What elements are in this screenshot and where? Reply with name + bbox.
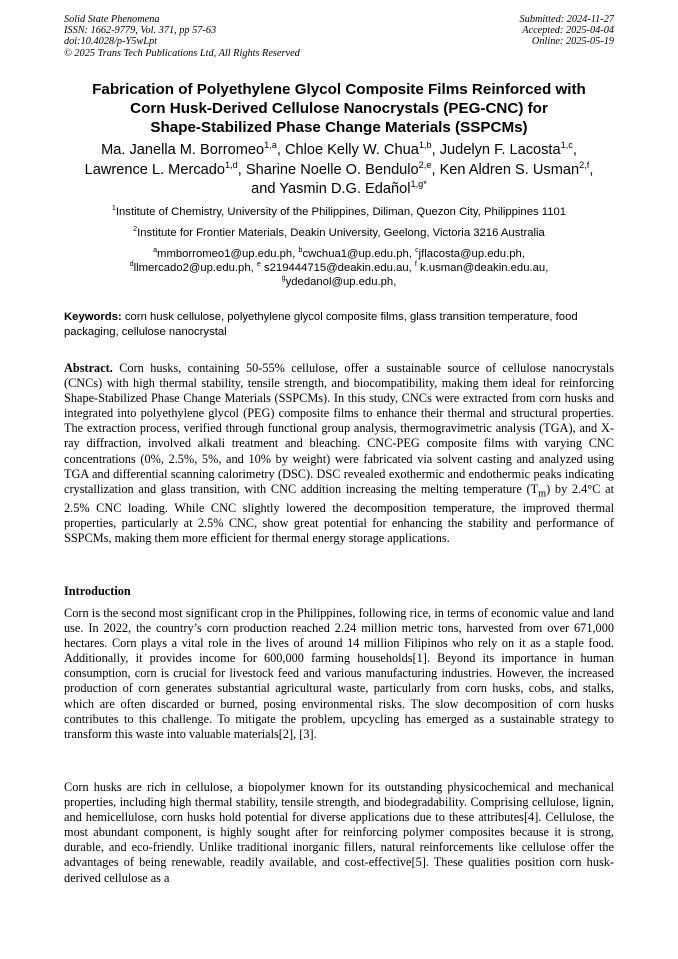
author-separator: , — [431, 142, 440, 158]
accepted-date: Accepted: 2025-04-04 — [522, 25, 614, 37]
affiliation-text: Institute for Frontier Materials, Deakin University, Geelong, Victoria 3216 Australia — [137, 227, 545, 239]
author-name: Chloe Kelly W. Chua — [284, 142, 419, 158]
author-separator: , — [431, 161, 440, 178]
keywords-label: Keywords: — [64, 311, 122, 323]
author-affil-mark: 1,c — [560, 140, 573, 151]
affiliation-number: 2 — [133, 225, 138, 234]
email-link[interactable]: mmborromeo1@up.edu.ph, — [157, 248, 299, 260]
author-separator: , — [237, 161, 246, 178]
author-affil-mark: 2,f — [579, 159, 590, 170]
title-line: Shape-Stabilized Phase Change Materials (SSPCMs) — [150, 119, 528, 136]
abstract-subscript: m — [538, 488, 547, 500]
email-mark: c — [415, 246, 419, 255]
email-mark: b — [298, 246, 303, 255]
author-name: Ken Aldren S. Usman — [439, 161, 580, 178]
journal-name: Solid State Phenomena — [64, 14, 160, 25]
author-affil-mark: 1,a — [264, 140, 277, 151]
email-link[interactable]: llmercado2@up.edu.ph, — [133, 262, 257, 274]
author-and: and — [251, 181, 280, 197]
paper-title — [60, 80, 618, 137]
section-heading-introduction: Introduction — [64, 584, 131, 598]
keywords — [64, 310, 614, 339]
author-separator: , — [572, 142, 577, 158]
author-separator: , — [589, 161, 594, 178]
abstract-text: ) by 2.4°C at 2.5% CNC loading. While CNC slightly lowered the decomposition temperature, the improved thermal properties, particularly at 2.5% CNC, show great potential for enhancing the stability and performance of SSPCMs, making them more efficient for thermal energy storage applications. — [64, 481, 614, 546]
title-line: Corn Husk-Derived Cellulose Nanocrystals (PEG-CNC) for — [130, 100, 548, 117]
copyright: © 2025 Trans Tech Publications Ltd, All Rights Reserved — [64, 47, 300, 59]
paragraph: Corn husks are rich in cellulose, a biopolymer known for its outstanding physicochemical and mechanical properties, including high thermal stability, tensile strength, and biodegradability. Comprising cellulose, lignin, and hemicellulose, corn husks hold potential for diverse applications due to these attributes[4]. Cellulose, the most abundant component, is highly sought after for reinforcing polymer composites because it is strong, durable, and eco-friendly. Unlike traditional inorganic fillers, natural reinforcements like cellulose offer the advantages of being renewable, readily available, and cost-effective[5]. These qualities position corn husk-derived cellulose as a — [64, 780, 614, 885]
author-line — [58, 180, 620, 200]
submitted-date: Submitted: 2024-11-27 — [519, 14, 614, 25]
abstract-text: Corn husks, containing 50-55% cellulose, offer a sustainable source of cellulose nanocrystals (CNCs) with high thermal stability, tensile strength, and biocompatibility, making them ideal for reinforcing Shape-Stabilized Phase Change Materials (SSPCMs). In this study, CNCs were extracted from corn husks and integrated into polyethylene glycol (PEG) composite films to enhance their thermal and structural properties. The extraction process, verified through functional group analysis, thermogravimetric analysis (TGA), and X-ray diffraction, involved alkali treatment and bleaching. CNC-PEG composite films with varying CNC concentrations (0%, 2.5%, 5%, and 10% by weight) were fabricated via solvent casting and analyzed using TGA and differential scanning calorimetry (DSC). DSC revealed exothermic and endothermic peaks indicating crystallization and glass transition, with CNC addition increasing the melting temperature (T — [64, 361, 614, 496]
email-mark: a — [153, 246, 158, 255]
journal-info — [64, 14, 300, 59]
title-line: Fabrication of Polyethylene Glycol Composite Films Reinforced with — [92, 81, 586, 98]
author-affil-mark: 1,g* — [410, 179, 427, 190]
affiliation-number: 1 — [111, 204, 116, 213]
email-link[interactable]: cwchua1@up.edu.ph, — [302, 248, 416, 260]
author-affil-mark: 1,b — [418, 140, 432, 151]
email-mark: f — [414, 260, 417, 269]
online-date: Online: 2025-05-19 — [531, 36, 614, 48]
author-affil-mark: 2,e — [418, 159, 432, 170]
affiliation — [60, 205, 618, 219]
author-name: Sharine Noelle O. Bendulo — [245, 161, 419, 178]
author-name: Ma. Janella M. Borromeo — [101, 142, 265, 158]
author-name: Judelyn F. Lacosta — [439, 142, 561, 158]
author-name: Lawrence L. Mercado — [84, 161, 225, 178]
email-link[interactable]: k.usman@deakin.edu.au, — [416, 262, 549, 274]
author-line — [58, 141, 620, 161]
email-link[interactable]: jflacosta@up.edu.ph, — [418, 248, 525, 260]
email-link[interactable]: s219444715@deakin.edu.au, — [260, 262, 415, 274]
author-line — [58, 161, 620, 181]
email-line — [60, 261, 618, 275]
email-mark: g — [281, 274, 286, 283]
author-name: Yasmin D.G. Edañol — [279, 181, 411, 197]
affiliation — [60, 226, 618, 240]
email-mark: d — [129, 260, 134, 269]
doi: doi:10.4028/p-Y5wLpt — [64, 36, 157, 48]
abstract-label: Abstract. — [64, 361, 113, 375]
email-line — [60, 275, 618, 289]
email-link[interactable]: ydedanol@up.edu.ph, — [285, 276, 397, 288]
email-line — [60, 247, 618, 261]
affiliation-text: Institute of Chemistry, University of the Philippines, Diliman, Quezon City, Philippines 1101 — [115, 206, 567, 218]
keywords-text: corn husk cellulose, polyethylene glycol composite films, glass transition temperature, food packaging, cellulose nanocrystal — [64, 311, 578, 338]
publication-dates — [520, 14, 614, 48]
author-separator: , — [276, 142, 285, 158]
author-list — [58, 141, 620, 200]
email-list — [60, 247, 618, 289]
author-affil-mark: 1,d — [224, 159, 238, 170]
email-mark: e — [256, 260, 261, 269]
abstract — [64, 361, 614, 547]
issn: ISSN: 1662-9779, Vol. 371, pp 57-63 — [64, 25, 217, 37]
paragraph: Corn is the second most significant crop in the Philippines, following rice, in terms of economic value and land use. In 2022, the country’s corn production reached 2.24 million metric tons, harvested from over 671,000 hectares. Corn plays a vital role in the lives of around 14 million Filipinos who rely on it as a staple food. Additionally, it provides income for 600,000 farming households[1]. Beyond its importance in human consumption, corn is crucial for livestock feed and various manufacturing industries. However, the increased production of corn generates substantial agricultural waste, particularly from corn husks, cobs, and stalks, which are often discarded or burned, posing environmental risks. The slow decomposition of corn husks contributes to this challenge. To mitigate the problem, upcycling has emerged as a sustainable strategy to transform this waste into valuable materials[2], [3]. — [64, 606, 614, 741]
